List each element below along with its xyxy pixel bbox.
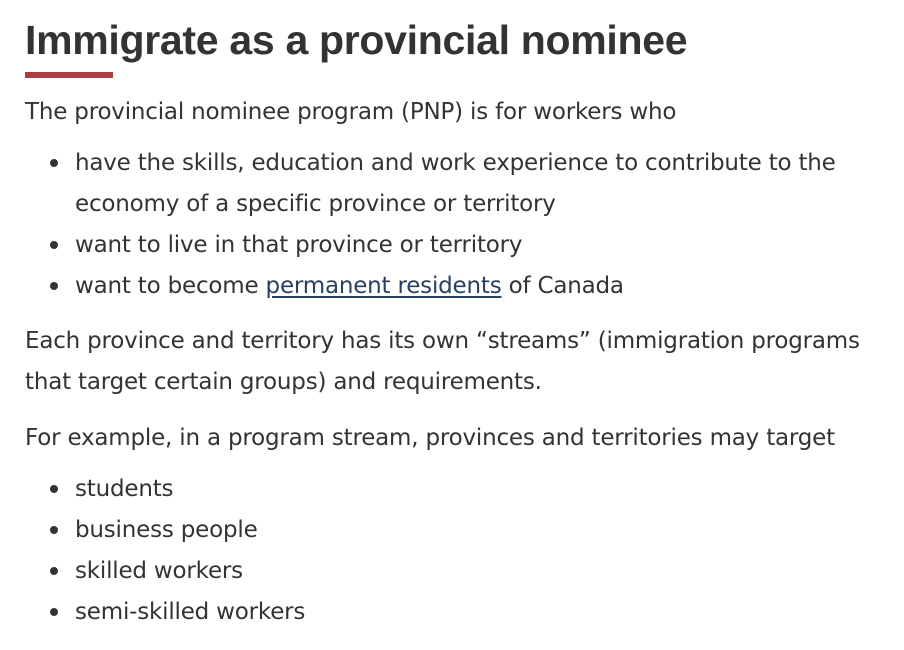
list-item (75, 551, 904, 592)
list-item (75, 510, 904, 551)
list-item (75, 225, 904, 266)
list-item (75, 592, 904, 633)
bullet-icon (50, 485, 58, 493)
list-item (75, 469, 904, 510)
bullet-icon (50, 567, 58, 575)
list-item-prefix: want to become (75, 273, 266, 299)
list-item-text: semi-skilled workers (75, 599, 306, 625)
bullet-icon (50, 241, 58, 249)
list-item-text: want to live in that province or territory (75, 232, 523, 258)
permanent-residents-link[interactable]: permanent residents (265, 273, 502, 299)
streams-paragraph: Each province and territory has its own “streams” (immigration programs that target certain groups) and requirements. (25, 328, 860, 395)
bullet-icon (50, 526, 58, 534)
bullet-icon (50, 159, 58, 167)
title-underline (25, 72, 113, 78)
list-item-text: skilled workers (75, 558, 243, 584)
worker-criteria-list (25, 143, 904, 307)
bullet-icon (50, 608, 58, 616)
list-item-suffix: of Canada (501, 273, 624, 299)
target-groups-list (25, 469, 904, 633)
page-title: Immigrate as a provincial nominee (25, 17, 688, 63)
list-item-text: have the skills, education and work experience to contribute to the economy of a specific province or territory (75, 150, 836, 217)
example-paragraph: For example, in a program stream, provinces and territories may target (25, 425, 835, 451)
bullet-icon (50, 282, 58, 290)
list-item-text: students (75, 476, 174, 502)
intro-paragraph: The provincial nominee program (PNP) is for workers who (25, 99, 677, 125)
list-item-text: business people (75, 517, 258, 543)
list-item (75, 266, 904, 307)
list-item (75, 143, 904, 225)
